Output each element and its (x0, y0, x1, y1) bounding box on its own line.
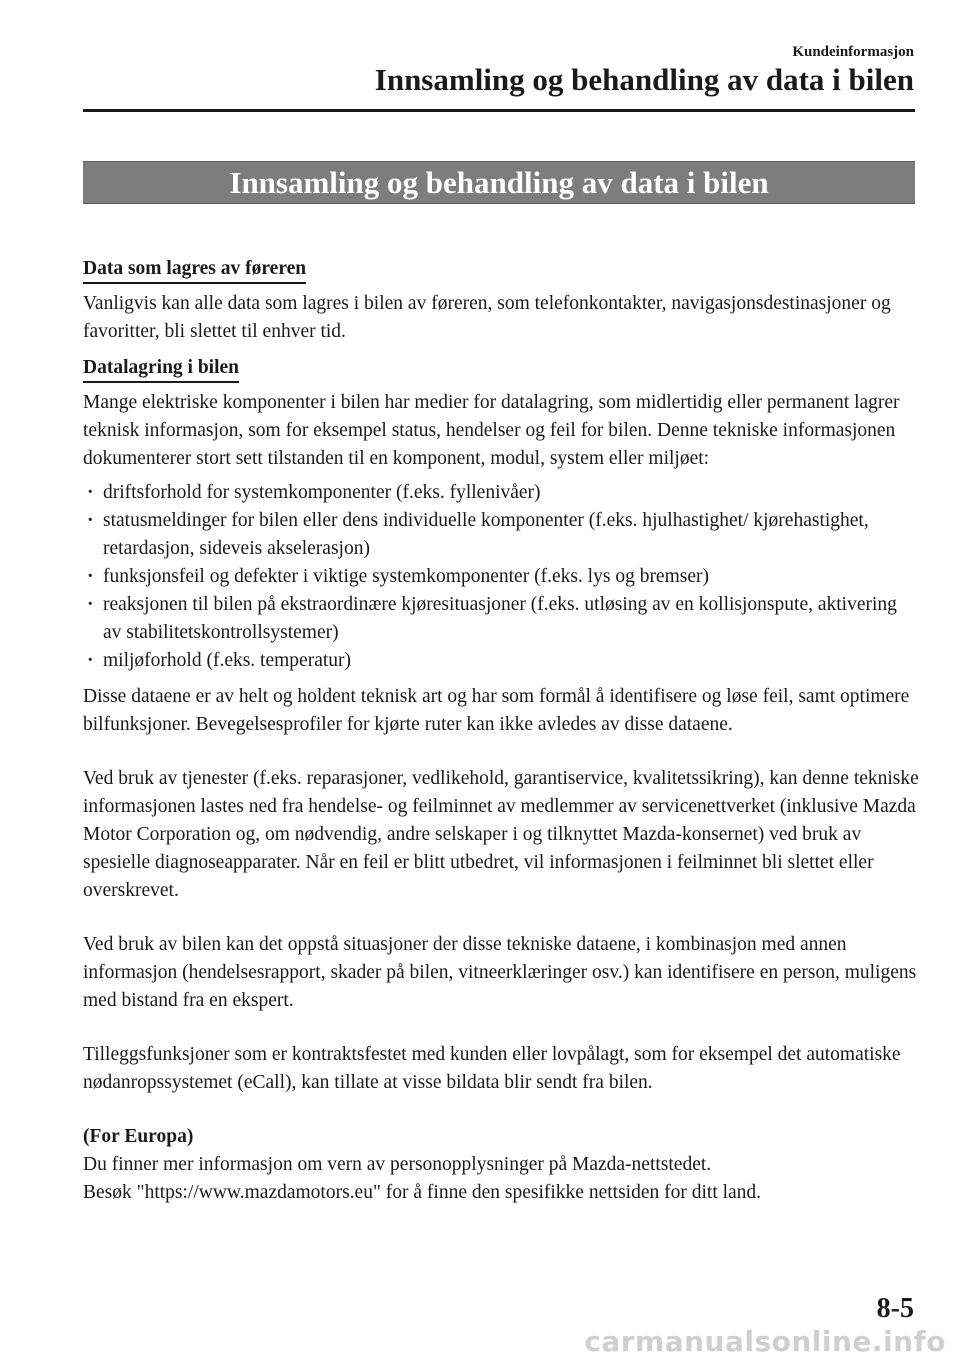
page-number: 8-5 (876, 1293, 914, 1324)
subheading-data-storage: Datalagring i bilen (83, 356, 239, 383)
subheading-europe: (For Europa) (83, 1126, 194, 1147)
section-banner-title: Innsamling og behandling av data i bilen (229, 164, 769, 200)
paragraph-identification: Ved bruk av bilen kan det oppstå situasjoner der disse tekniske dataene, i kombinasjon med annen informasjon (hendelsesrapport, skader på bilen, vitneerklæringer osv.) kan identifisere en person, muligens med bistand fra en ekspert. (83, 934, 917, 1011)
paragraph-driver-data: Vanligvis kan alle data som lagres i bilen av føreren, som telefonkontakter, navigasjonsdestinasjoner og favoritter, bli slettet til enhver tid. (83, 293, 891, 342)
list-item: · funksjonsfeil og defekter i viktige systemkomponenter (f.eks. lys og bremser) (83, 563, 919, 591)
paragraph-storage-intro: Mange elektriske komponenter i bilen har medier for datalagring, som midlertidig eller permanent lagrer teknisk informasjon, som for eksempel status, hendelser og feil for bilen. Denne tekniske informasjonen dokumenterer stort sett tilstanden til en komponent, modul, system eller miljøet: (83, 392, 900, 469)
paragraph-additional-functions: Tilleggsfunksjoner som er kontraktsfestet med kunden eller lovpålagt, som for eksempel det automatiske nødanropssystemet (eCall), kan tillate at visse bildata blir sendt fra bilen. (83, 1044, 901, 1093)
paragraph-technical-nature: Disse dataene er av helt og holdent teknisk art og har som formål å identifisere og løse feil, samt optimere bilfunksjoner. Bevegelsesprofiler for kjørte ruter kan ikke avledes av disse dataene. (83, 686, 910, 735)
bullet-list-storage (83, 479, 919, 675)
paragraph-europe-info: Du finner mer informasjon om vern av personopplysninger på Mazda-nettstedet. (83, 1154, 712, 1175)
paragraph-europe-visit: Besøk "https://www.mazdamotors.eu" for å finne den spesifikke nettsiden for ditt land. (83, 1182, 762, 1203)
running-header-section: Kundeinformasjon (792, 44, 914, 60)
paragraph-service-download: Ved bruk av tjenester (f.eks. reparasjoner, vedlikehold, garantiservice, kvalitetssikring), kan denne tekniske informasjonen lastes ned fra hendelse- og feilminnet av medlemmer av servicenettverket (inklusive Mazda Motor Corporation og, om nødvendig, andre selskaper i og tilknyttet Mazda-konsernet) ved bruk av spesielle diagnoseapparater. Når en feil er blitt utbedret, vil informasjonen i feilminnet bli slettet eller overskrevet. (83, 768, 919, 901)
section-banner (83, 161, 915, 204)
page-content (83, 255, 919, 1207)
running-header-title: Innsamling og behandling av data i bilen (374, 62, 914, 97)
subheading-driver-data: Data som lagres av føreren (83, 257, 306, 284)
list-item: · statusmeldinger for bilen eller dens individuelle komponenter (f.eks. hjulhastighet/ kjørehastighet, retardasjon, sideveis akselerasjon) (83, 507, 919, 563)
list-item: · miljøforhold (f.eks. temperatur) (83, 647, 919, 675)
list-item: · reaksjonen til bilen på ekstraordinære kjøresituasjoner (f.eks. utløsing av en kollisjonspute, aktivering av stabilitetskontrollsystemer) (83, 591, 919, 647)
watermark: carmanualsonline.info (584, 1325, 946, 1358)
list-item: · driftsforhold for systemkomponenter (f.eks. fyllenivåer) (83, 479, 919, 507)
header-divider (83, 109, 915, 112)
